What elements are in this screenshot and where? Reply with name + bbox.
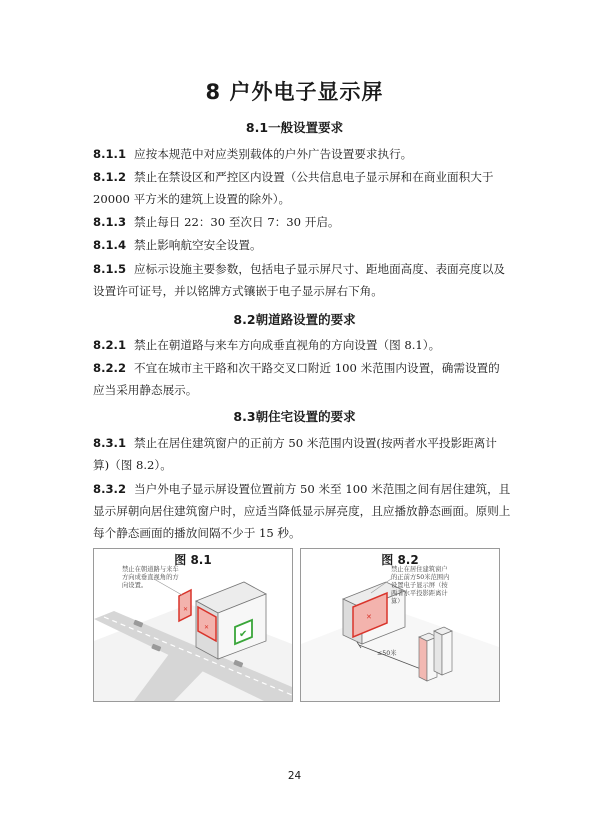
svg-text:✕: ✕ [204, 624, 210, 631]
page-number: 24 [287, 770, 302, 782]
figure-8-2-distance-label: ≤50米 [377, 650, 397, 657]
clause-8-2-2: 8.2.2 不宜在城市主干路和次干路交叉口附近 100 米范围内设置，确需设置的应当采用静态展示。 [93, 361, 500, 397]
section-title-8-3: 8.3朝住宅设置的要求 [233, 409, 356, 424]
figure-8-1-title: 图 8.1 [174, 553, 212, 567]
svg-text:✕: ✕ [366, 613, 372, 621]
figure-8-2-title: 图 8.2 [381, 553, 419, 567]
clause-8-2-1: 8.2.1 禁止在朝道路与来车方向成垂直视角的方向设置（图 8.1）。 [93, 338, 441, 352]
figure-8-2 [300, 548, 500, 702]
figure-8-1 [93, 548, 293, 702]
section-title-8-2: 8.2朝道路设置的要求 [233, 312, 356, 327]
clause-8-1-2: 8.1.2 禁止在禁设区和严控区内设置（公共信息电子显示屏和在商业面积大于20000 平方米的建筑上设置的除外）。 [93, 170, 494, 206]
figure-8-1-note: 禁止在朝道路与来车方向成垂直视角的方向设置。 [122, 566, 179, 589]
clause-8-1-4: 8.1.4 禁止影响航空安全设置。 [93, 238, 262, 252]
clause-8-1-1: 8.1.1 应按本规范中对应类别载体的户外广告设置要求执行。 [93, 147, 413, 161]
svg-text:✕: ✕ [183, 606, 189, 613]
clause-8-3-1: 8.3.1 禁止在居住建筑窗户的正前方 50 米范围内设置(按两者水平投影距离计算)（图 8.2）。 [93, 436, 497, 472]
clause-8-1-3: 8.1.3 禁止每日 22：30 至次日 7：30 开启。 [93, 215, 340, 229]
svg-text:✔: ✔ [239, 629, 248, 640]
clause-8-3-2: 8.3.2 当户外电子显示屏设置位置前方 50 米至 100 米范围之间有居住建筑，且显示屏朝向居住建筑窗户时，应适当降低显示屏亮度，且应播放静态画面。原则上每个静态画面的播放间隔不少于 15 秒。 [93, 482, 511, 540]
clause-8-1-5: 8.1.5 应标示设施主要参数，包括电子显示屏尺寸、距地面高度、表面亮度以及设置许可证号，并以铭牌方式镶嵌于电子显示屏右下角。 [93, 262, 506, 298]
section-title-8-1: 8.1一般设置要求 [245, 120, 344, 135]
figure-8-2-note: 禁止在居住建筑窗户的正前方50米范围内设置电子显示屏（按两者水平投影距离计算） [391, 566, 450, 605]
chapter-title: 8 户外电子显示屏 [205, 80, 384, 104]
